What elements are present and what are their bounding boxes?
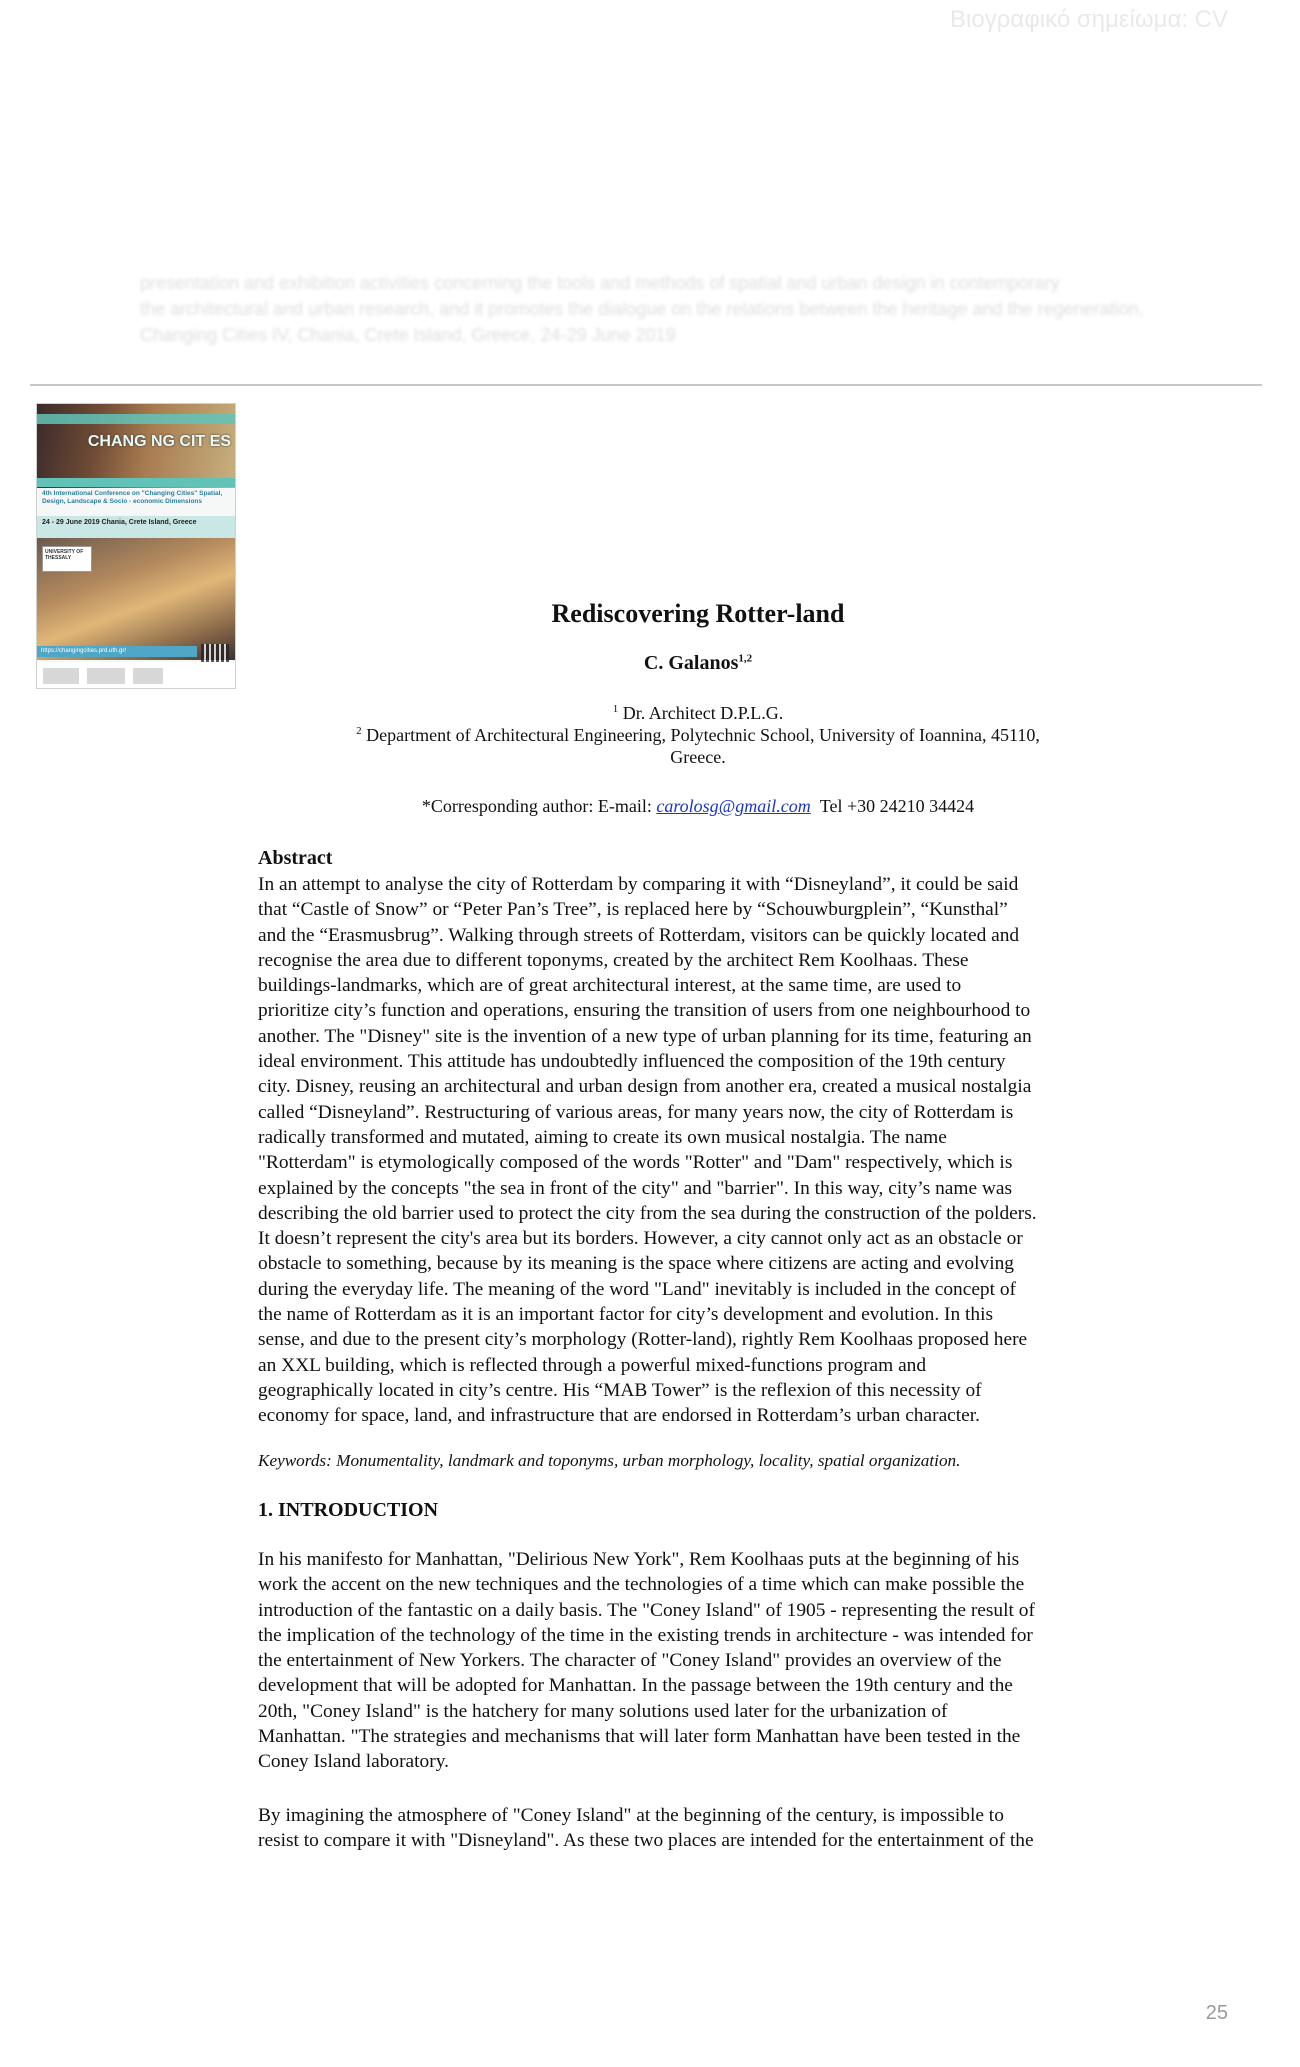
page-number: 25: [1205, 2002, 1228, 2024]
section-heading-introduction: 1. INTRODUCTION: [258, 1499, 439, 1521]
text-line: obstacle to something, because by its meaning is the space where citizens are acting and evolving: [258, 1253, 1014, 1275]
text-line: It doesn’t represent the city's area but its borders. However, a city cannot only act as an obstacle or: [258, 1228, 1023, 1250]
text-line: development that will be adopted for Manhattan. In the passage between the 19th century and the: [258, 1675, 1013, 1697]
faded-line: the architectural and urban research, and it promotes the dialogue on the relations between the heritage and the regeneration,: [140, 299, 1144, 319]
text-line: an XXL building, which is reflected through a powerful mixed-functions program and: [258, 1354, 927, 1376]
poster-band: [37, 478, 236, 487]
text-line: 20th, "Coney Island" is the hatchery for many solutions used later for the urbanization of: [258, 1700, 948, 1722]
text-line: work the accent on the new techniques and the technologies of a time which can make possible the: [258, 1574, 1025, 1596]
email-link[interactable]: carolosg@gmail.com: [656, 796, 811, 816]
text-line: economy for space, land, and infrastructure that are endorsed in Rotterdam’s urban character.: [258, 1405, 981, 1427]
text-line: recognise the area due to different toponyms, created by the architect Rem Koolhaas. These: [258, 949, 969, 971]
corresponding-prefix: *Corresponding author: E-mail:: [421, 796, 657, 816]
faded-previous-text: [140, 270, 1260, 348]
conference-poster-thumbnail: [36, 403, 236, 689]
text-line: describing the old barrier used to protect the city from the sea during the construction of the polders.: [258, 1202, 1037, 1224]
paper-title: Rediscovering Rotter-land: [551, 599, 845, 628]
text-line: radically transformed and mutated, aiming to create its own musical nostalgia. The name: [258, 1126, 947, 1148]
affiliation-line: Greece.: [670, 747, 726, 767]
author-name: C. Galanos: [643, 652, 739, 674]
text-line: In an attempt to analyse the city of Rotterdam by comparing it with “Disneyland”, it could be said: [258, 874, 1019, 895]
poster-logo: CHANG NG CIT ES: [87, 433, 231, 450]
keywords: Keywords: Monumentality, landmark and toponyms, urban morphology, locality, spatial organization.: [258, 1451, 961, 1470]
text-line: called “Disneyland”. Restructuring of various areas, for many years now, the city of Rotterdam is: [258, 1101, 1014, 1123]
divider-rule: [30, 384, 1262, 386]
abstract-body: [258, 872, 1138, 1429]
faded-line: presentation and exhibition activities concerning the tools and methods of spatial and urban design in contemporary: [140, 273, 1060, 293]
text-line: resist to compare it with "Disneyland". As these two places are intended for the entertainment of the: [258, 1830, 1034, 1852]
text-line: sense, and due to the present city’s morphology (Rotter-land), rightly Rem Koolhaas proposed here: [258, 1329, 1028, 1351]
text-line: explained by the concepts "the sea in front of the city" and "barrier". In this way, city’s name was: [258, 1177, 1013, 1199]
text-line: prioritize city’s function and operations, ensuring the transition of users from one neighbourhood to: [258, 1000, 1031, 1022]
faded-line: Changing Cities IV, Chania, Crete Island, Greece, 24-29 June 2019: [140, 325, 676, 345]
text-line: the implication of the technology of the time in the existing trends in architecture - was intended for: [258, 1624, 1033, 1646]
text-line: and the “Erasmusbrug”. Walking through streets of Rotterdam, visitors can be quickly located and: [258, 924, 1020, 946]
poster-conference-title: 4th International Conference on "Changing Cities" Spatial, Design, Landscape & Socio - economic Dimensions: [42, 490, 223, 505]
paper-author: [258, 650, 1138, 676]
poster-url: https://changingcities.prd.uth.gr/: [37, 646, 197, 657]
text-line: the entertainment of New Yorkers. The character of "Coney Island" provides an overview of the: [258, 1650, 1002, 1672]
text-line: introduction of the fantastic on a daily basis. The "Coney Island" of 1905 - representing the result of: [258, 1599, 1035, 1621]
introduction-paragraph-1: [258, 1547, 1138, 1775]
text-line: city. Disney, reusing an architectural and urban design from another era, created a musical nostalgia: [258, 1076, 1032, 1098]
corresponding-author: [258, 794, 1138, 818]
text-line: geographically located in city’s centre. His “MAB Tower” is the reflexion of this necessity of: [258, 1379, 982, 1401]
cv-header: Βιογραφικό σημείωμα: CV: [950, 6, 1228, 33]
affiliations: [258, 702, 1138, 768]
abstract-heading: Abstract: [258, 847, 333, 869]
text-line: In his manifesto for Manhattan, "Delirious New York", Rem Koolhaas puts at the beginning of his: [258, 1549, 1020, 1570]
text-line: buildings-landmarks, which are of great architectural interest, at the same time, are used to: [258, 975, 962, 997]
affiliation-line: $^1$ Dr. Architect D.P.L.G.: [612, 703, 784, 723]
text-line: ideal environment. This attitude has undoubtedly influenced the composition of the 19th century: [258, 1051, 1006, 1073]
text-line: the name of Rotterdam as it is an important factor for city’s development and evolution. In this: [258, 1304, 994, 1326]
poster-band: [37, 414, 236, 424]
text-line: another. The "Disney" site is the invention of a new type of urban planning for its time, featuring an: [258, 1025, 1032, 1047]
introduction-paragraph-2: [258, 1803, 1138, 1854]
affiliation-line: $^2$ Department of Architectural Engineering, Polytechnic School, University of Ioannina, 45110,: [356, 725, 1040, 745]
text-line: Coney Island laboratory.: [258, 1751, 449, 1773]
text-line: "Rotterdam" is etymologically composed of the words "Rotter" and "Dam" respectively, which is: [258, 1152, 1013, 1174]
poster-university-logo: UNIVERSITY OF THESSALY: [42, 546, 92, 572]
text-line: that “Castle of Snow” or “Peter Pan’s Tree”, is replaced here by “Schouwburgplein”, “Kunsthal”: [258, 899, 1008, 921]
text-line: during the everyday life. The meaning of the word "Land" inevitably is included in the concept of: [258, 1278, 1017, 1300]
poster-footer-logos: [37, 662, 236, 689]
poster-dates: 24 - 29 June 2019 Chania, Crete Island, Greece: [37, 516, 236, 538]
text-line: Manhattan. "The strategies and mechanisms that will later form Manhattan have been tested in the: [258, 1726, 1021, 1748]
author-superscript: 1,2: [738, 652, 753, 665]
telephone: Tel +30 24210 34424: [819, 796, 975, 816]
text-line: By imagining the atmosphere of "Coney Island" at the beginning of the century, is impossible to: [258, 1805, 1004, 1826]
